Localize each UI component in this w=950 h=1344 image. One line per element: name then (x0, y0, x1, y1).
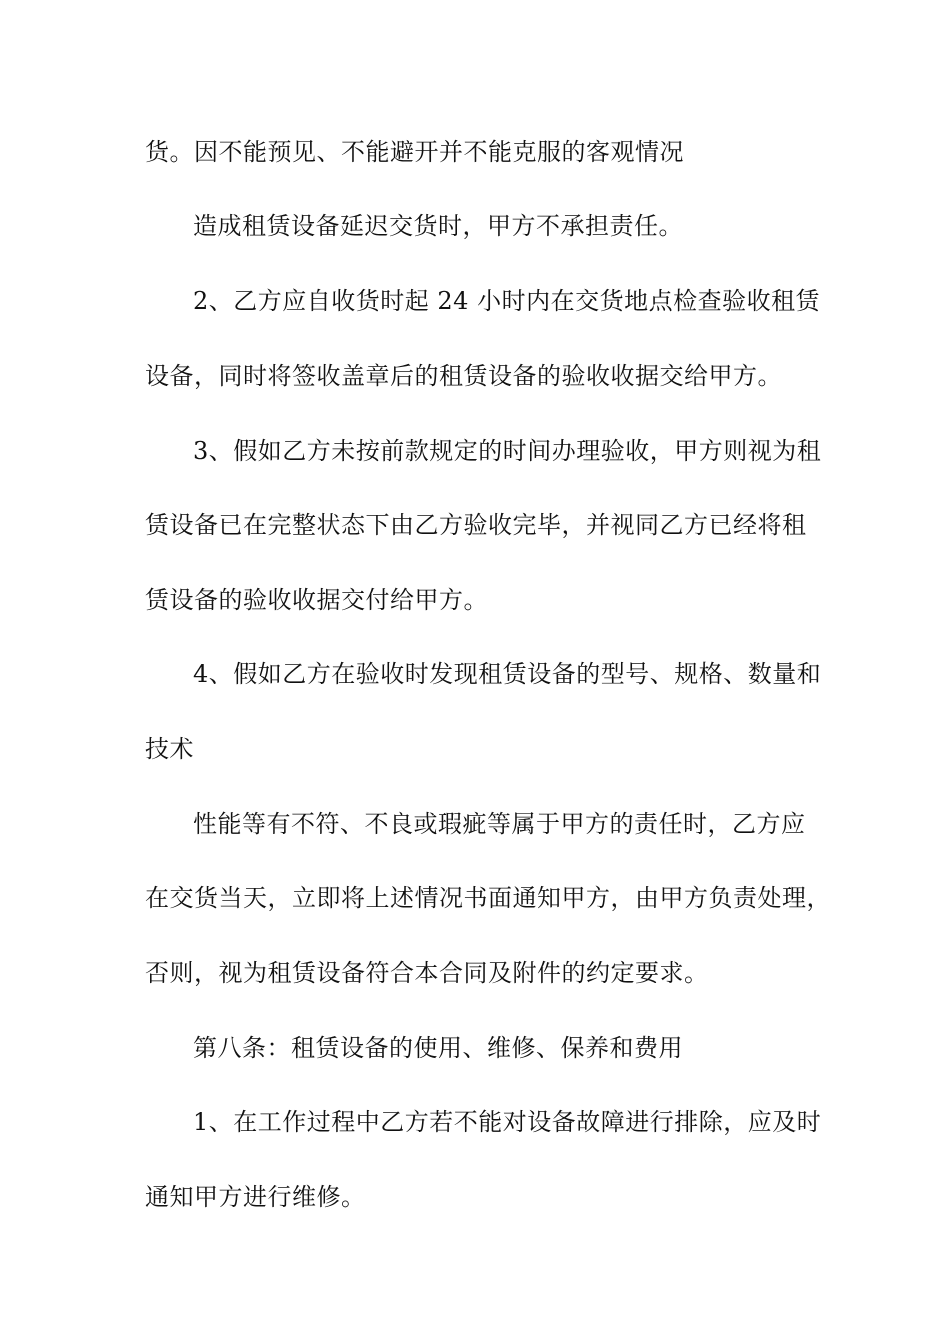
text-line: 设备，同时将签收盖章后的租赁设备的验收收据交给甲方。 (145, 362, 782, 390)
article-heading: 第八条：租赁设备的使用、维修、保养和费用 (193, 1034, 683, 1062)
text-line: 造成租赁设备延迟交货时，甲方不承担责任。 (193, 212, 683, 240)
text-line: 通知甲方进行维修。 (145, 1183, 366, 1211)
text-line: 在交货当天，立即将上述情况书面通知甲方，由甲方负责处理， (145, 884, 831, 912)
text-line: 货。因不能预见、不能避开并不能克服的客观情况 (145, 138, 684, 166)
text-line: 否则，视为租赁设备符合本合同及附件的约定要求。 (145, 959, 709, 987)
text-line: 4、假如乙方在验收时发现租赁设备的型号、规格、数量和 (193, 660, 822, 688)
text-line: 赁设备已在完整状态下由乙方验收完毕，并视同乙方已经将租 (145, 511, 807, 539)
text-line: 赁设备的验收收据交付给甲方。 (145, 586, 488, 614)
text-line: 1、在工作过程中乙方若不能对设备故障进行排除，应及时 (193, 1108, 822, 1136)
text-line: 2、乙方应自收货时起 24 小时内在交货地点检查验收租赁 (193, 287, 821, 315)
text-line: 技术 (145, 735, 194, 763)
text-line: 3、假如乙方未按前款规定的时间办理验收，甲方则视为租 (193, 437, 822, 465)
text-line: 性能等有不符、不良或瑕疵等属于甲方的责任时，乙方应 (193, 810, 806, 838)
